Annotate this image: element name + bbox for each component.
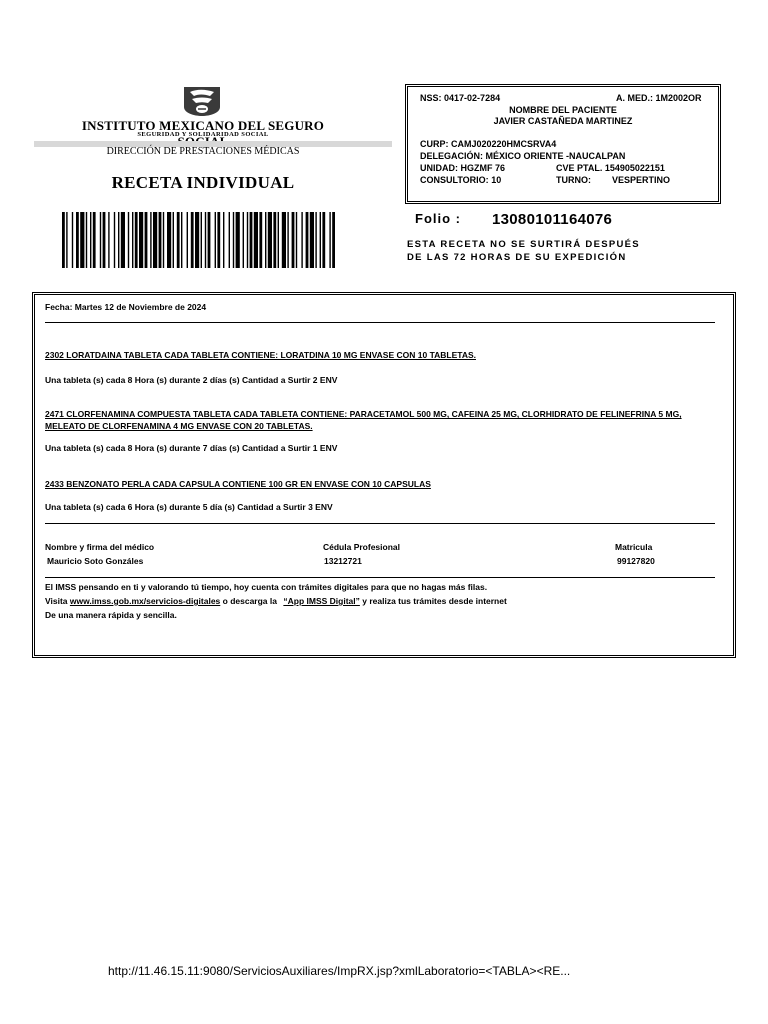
imss-logo-icon (180, 85, 224, 117)
patient-name: JAVIER CASTAÑEDA MARTINEZ (493, 116, 633, 126)
nss-label: NSS: (420, 93, 442, 103)
visit-text: Visita (45, 596, 68, 606)
barcode-bar (118, 212, 119, 268)
barcode-bar (150, 212, 151, 268)
barcode-bar (208, 212, 211, 268)
barcode-bar (296, 212, 297, 268)
barcode-bar (86, 212, 87, 268)
barcode-bar (278, 212, 279, 268)
document-title: RECETA INDIVIDUAL (111, 173, 295, 192)
amed-field (616, 93, 702, 103)
barcode-bar (250, 212, 253, 268)
app-imss-digital-link[interactable]: “App IMSS Digital” (283, 596, 360, 606)
barcode-bar (329, 212, 330, 268)
barcode-bar (332, 212, 335, 268)
consultorio-value: 10 (491, 175, 502, 185)
barcode-bar (139, 212, 143, 268)
barcode-bar (223, 212, 224, 268)
print-url: http://11.46.15.11:9080/ServiciosAuxiliares/ImpRX.jsp?xmlLaboratorio=<TABLA><RE... (108, 964, 571, 978)
direction-title: DIRECCIÓN DE PRESTACIONES MÉDICAS (106, 146, 300, 157)
folio-label: Folio : (415, 211, 461, 226)
patient-info-box (405, 84, 721, 204)
delegacion-field (420, 151, 625, 161)
barcode-bar (265, 212, 266, 268)
barcode-bar (108, 212, 109, 268)
curp-field (420, 139, 556, 149)
barcode-bar (135, 212, 138, 268)
barcode-bar (66, 212, 67, 268)
institution-motto: SEGURIDAD Y SOLIDARIDAD SOCIAL (137, 131, 269, 138)
barcode-bar (217, 212, 220, 268)
barcode-bar (132, 212, 133, 268)
barcode-bar (177, 212, 180, 268)
barcode-bar (62, 212, 65, 268)
barcode-bar (287, 212, 288, 268)
unidad-label: UNIDAD: (420, 163, 458, 173)
barcode-bar (90, 212, 91, 268)
barcode-bar (173, 212, 174, 268)
expiry-notice (407, 238, 707, 264)
procedures-text: y realiza tus trámites desde internet (362, 596, 507, 606)
turno-label: TURNO: (556, 175, 591, 185)
cedula-value: 13212721 (324, 556, 362, 566)
matricula-value: 99127820 (617, 556, 655, 566)
barcode-bar (322, 212, 325, 268)
barcode-bar (93, 212, 96, 268)
barcode-bar (282, 212, 286, 268)
medication-description-cont: MELEATO DE CLORFENAMINA 4 MG ENVASE CON 20 TABLETAS. (45, 421, 313, 431)
divider (45, 577, 715, 578)
prescription-box (32, 292, 736, 658)
barcode-bar (292, 212, 295, 268)
barcode-bar (153, 212, 157, 268)
barcode-bar (201, 212, 202, 268)
medication-dosage: Una tableta (s) cada 6 Hora (s) durante 5 día (s) Cantidad a Surtir 3 ENV (45, 502, 333, 512)
cve-field (556, 163, 665, 173)
doctor-name: Mauricio Soto Gonzáles (47, 556, 144, 566)
barcode-bar (128, 212, 129, 268)
barcode-bar (306, 212, 309, 268)
barcode-bar (310, 212, 314, 268)
barcode-bar (301, 212, 302, 268)
barcode-bar (273, 212, 276, 268)
medication-dosage: Una tableta (s) cada 8 Hora (s) durante 7 días (s) Cantidad a Surtir 1 ENV (45, 443, 338, 453)
consultorio-label: CONSULTORIO: (420, 175, 489, 185)
consultorio-field (420, 175, 501, 185)
barcode-bar (191, 212, 194, 268)
curp-label: CURP: (420, 139, 449, 149)
unidad-value: HGZMF 76 (460, 163, 506, 173)
unidad-field (420, 163, 505, 173)
prescription-date: Fecha: Martes 12 de Noviembre de 2024 (45, 302, 207, 312)
digital-services-closing: De una manera rápida y sencilla. (45, 610, 177, 620)
barcode-bar (72, 212, 73, 268)
barcode-bar (187, 212, 188, 268)
barcode-bar (233, 212, 234, 268)
doctor-name-label: Nombre y firma del médico (45, 542, 155, 552)
barcode-bar (103, 212, 106, 268)
medication-description: 2302 LORATDAINA TABLETA CADA TABLETA CONTIENE: LORATDINA 10 MG ENVASE CON 10 TABLETAS. (45, 350, 476, 360)
turno-value: VESPERTINO (612, 175, 671, 185)
barcode-bar (205, 212, 206, 268)
matricula-label: Matricula (615, 542, 653, 552)
barcode-bar (76, 212, 79, 268)
barcode-bar (167, 212, 171, 268)
barcode-bar (159, 212, 162, 268)
barcode-bar (236, 212, 240, 268)
medication-description: 2471 CLORFENAMINA COMPUESTA TABLETA CADA TABLETA CONTIENE: PARACETAMOL 500 MG, CAFEINA 25 MG, CLORHIDRATO DE FELINEFRINA 5 MG, (45, 409, 682, 419)
medication-dosage: Una tableta (s) cada 8 Hora (s) durante 2 días (s) Cantidad a Surtir 2 ENV (45, 375, 338, 385)
barcode-bar (268, 212, 272, 268)
barcode-bar (121, 212, 125, 268)
expiry-notice-line2: DE LAS 72 HORAS DE SU EXPEDICIÓN (407, 252, 627, 263)
barcode-bar (254, 212, 258, 268)
nss-field (420, 93, 500, 103)
delegacion-value: MÉXICO ORIENTE -NAUCALPAN (485, 151, 626, 161)
barcode-bar (320, 212, 321, 268)
curp-value: CAMJ020220HMCSRVA4 (451, 139, 557, 149)
download-text: o descarga la (222, 596, 277, 606)
cve-label: CVE PTAL. (556, 163, 603, 173)
barcode-bar (100, 212, 101, 268)
barcode-bar (181, 212, 182, 268)
cedula-label: Cédula Profesional (323, 542, 400, 552)
institution-name: INSTITUTO MEXICANO DEL SEGURO (81, 118, 325, 133)
barcode-bar (243, 212, 244, 268)
barcode-bar (195, 212, 199, 268)
divider (45, 322, 715, 323)
medication-description: 2433 BENZONATO PERLA CADA CAPSULA CONTIENE 100 GR EN ENVASE CON 10 CAPSULAS (45, 479, 431, 489)
expiry-notice-line1: ESTA RECETA NO SE SURTIRÁ DESPUÉS (407, 239, 640, 250)
delegacion-label: DELEGACIÓN: (420, 151, 483, 161)
patient-name-label: NOMBRE DEL PACIENTE (509, 105, 617, 115)
divider (45, 523, 715, 524)
digital-services-visit-line (45, 596, 507, 606)
barcode (62, 212, 336, 268)
amed-value: 1M2002OR (655, 93, 702, 103)
barcode-bar (145, 212, 148, 268)
barcode-bar (215, 212, 216, 268)
digital-services-note: El IMSS pensando en ti y valorando tú tiempo, hoy cuenta con trámites digitales para que no hagas más filas. (45, 582, 488, 592)
barcode-bar (259, 212, 262, 268)
barcode-bar (163, 212, 164, 268)
folio-number: 13080101164076 (492, 211, 613, 228)
amed-label: A. MED.: (616, 93, 653, 103)
nss-value: 0417-02-7284 (444, 93, 501, 103)
barcode-bar (80, 212, 84, 268)
barcode-bar (114, 212, 115, 268)
barcode-bar (229, 212, 230, 268)
barcode-bar (315, 212, 316, 268)
barcode-bar (247, 212, 248, 268)
imss-digital-link[interactable]: www.imss.gob.mx/servicios-digitales (69, 596, 221, 606)
cve-value: 154905022151 (604, 163, 665, 173)
